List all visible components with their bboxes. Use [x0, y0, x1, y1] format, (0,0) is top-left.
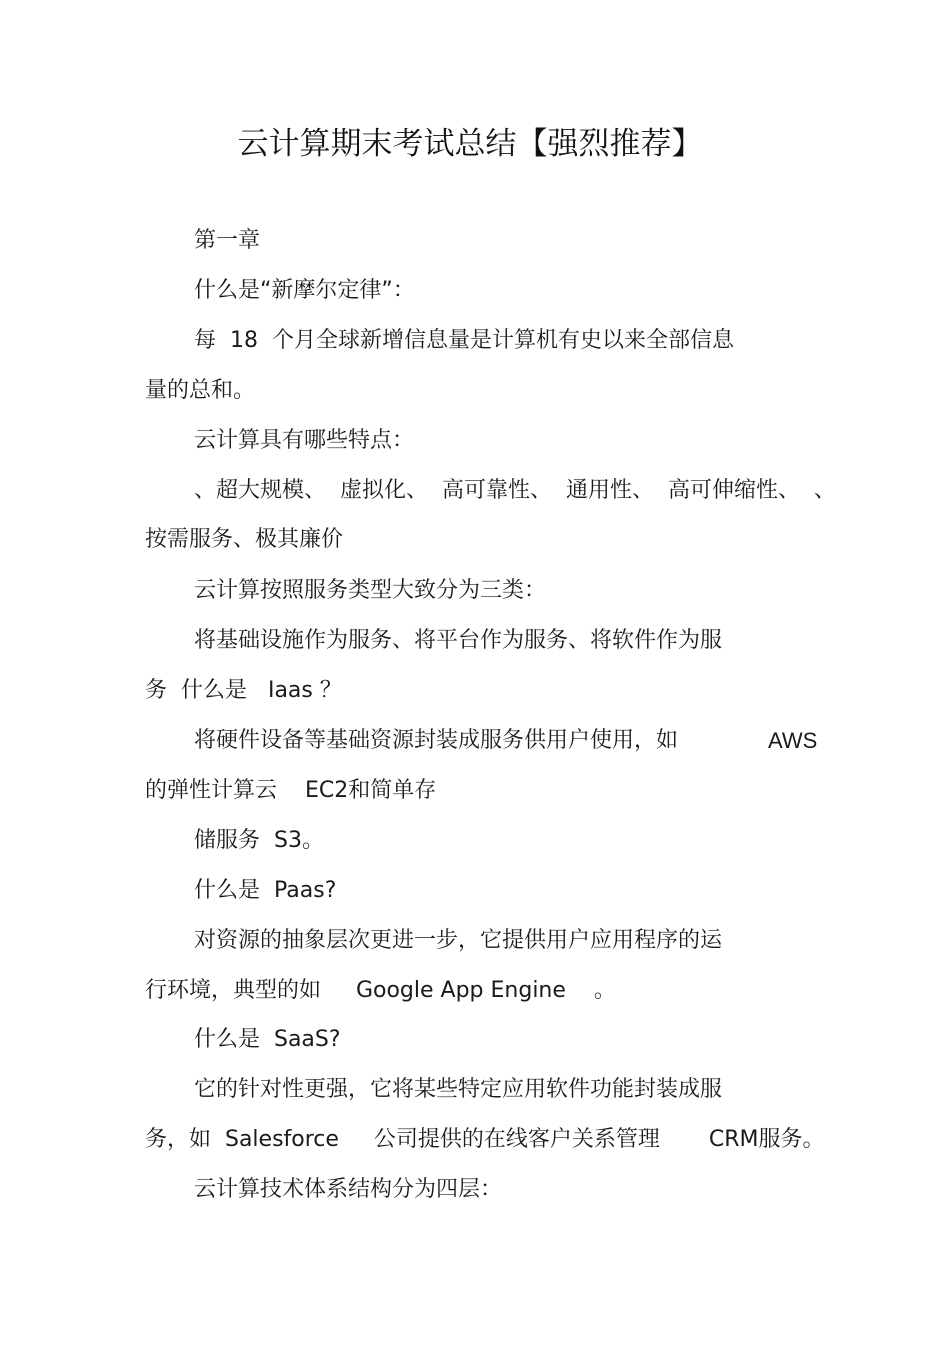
text-line: 将硬件设备等基础资源封装成服务供用户使用，如	[194, 728, 679, 753]
text-line: 它的针对性更强，它将某些特定应用软件功能封装成服	[194, 1077, 723, 1102]
text-line: 云计算技术体系结构分为四层：	[194, 1177, 503, 1202]
text-line: 对资源的抽象层次更进一步，它提供用户应用程序的运	[194, 928, 723, 953]
text-line: 云计算按照服务类型大致分为三类：	[194, 578, 547, 603]
text-line: 行环境，典型的如 Google App Engine 。	[145, 978, 616, 1003]
text-line: 每 18 个月全球新增信息量是计算机有史以来全部信息	[194, 328, 734, 353]
text-line: 务，如 Salesforce 公司提供的在线客户关系管理 CRM服务。	[145, 1127, 825, 1152]
chapter-heading: 第一章	[194, 228, 261, 253]
text-line: 、超大规模、 虚拟化、 高可靠性、 通用性、 高可伸缩性、 、	[194, 478, 836, 503]
text-line: 按需服务、极其廉价	[145, 527, 344, 552]
text-line: 的弹性计算云 EC2和简单存	[145, 778, 437, 803]
text-line: 将基础设施作为服务、将平台作为服务、将软件作为服	[194, 628, 723, 653]
text-line: 储服务 S3。	[194, 828, 324, 853]
text-line: 什么是 Paas?	[194, 878, 337, 903]
text-line: 量的总和。	[145, 378, 256, 403]
text-line: 什么是“新摩尔定律”：	[194, 278, 415, 303]
text-line: 云计算具有哪些特点：	[194, 428, 415, 453]
page-title: 云计算期末考试总结【强烈推荐】	[237, 126, 703, 162]
text-line: 务 什么是 Iaas ？	[145, 678, 342, 703]
text-fragment-aws: AWS	[768, 728, 818, 753]
text-line: 什么是 SaaS?	[194, 1027, 341, 1052]
